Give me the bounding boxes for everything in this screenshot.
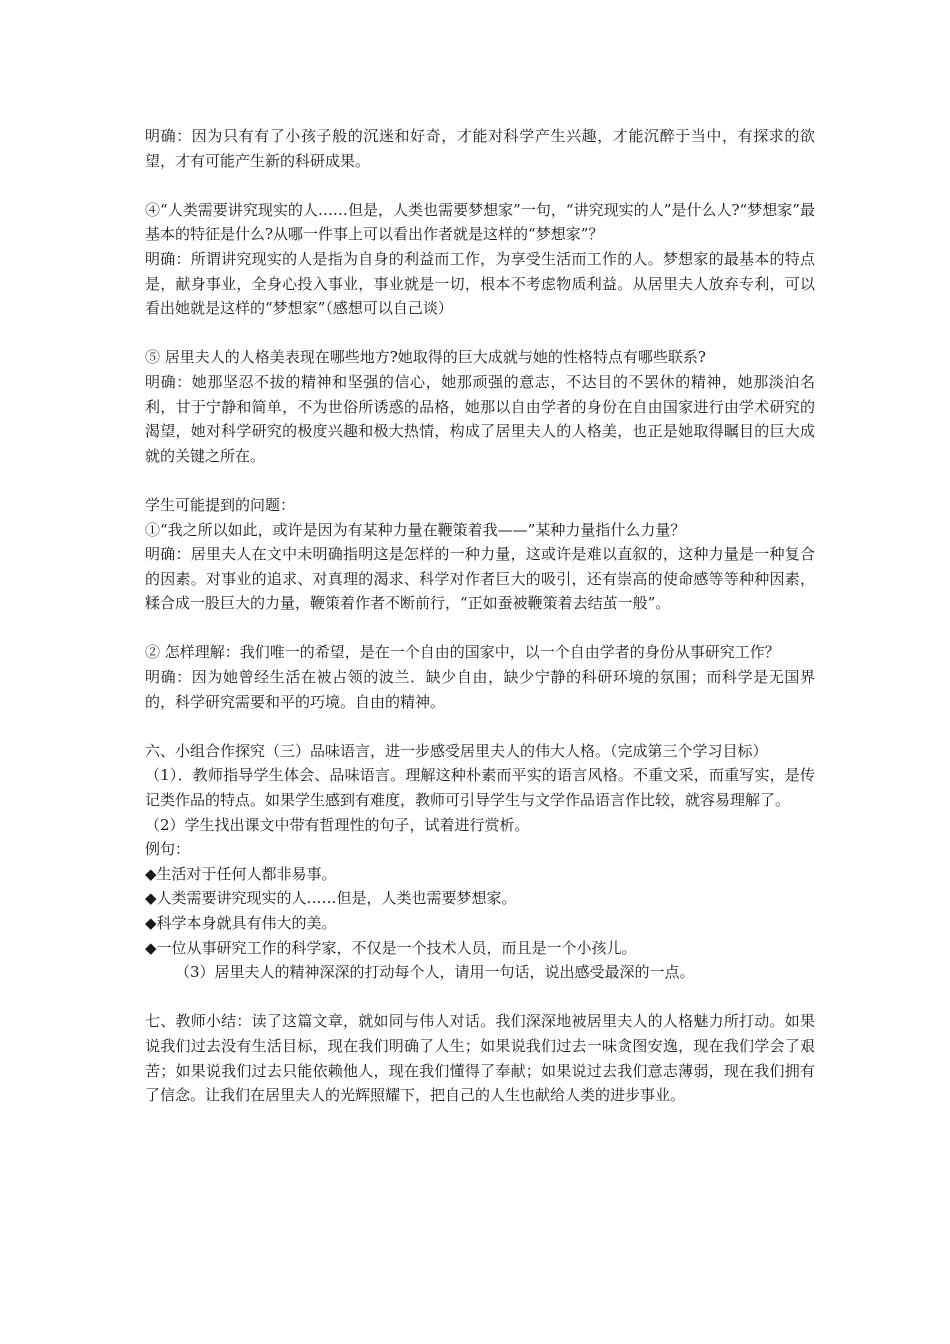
paragraph: 明确：因为她曾经生活在被占领的波兰．缺少自由，缺少宁静的科研环境的氛围；而科学是无国界的，科学研究需要和平的巧境。自由的精神。 (145, 668, 815, 711)
list-item: ◆一位从事研究工作的科学家，不仅是一个技术人员，而且是一个小孩儿。 (145, 938, 637, 957)
paragraph: 明确：居里夫人在文中未明确指明这是怎样的一种力量，这或许是难以直叙的，这种力量是一种复合的因素。对事业的追求、对真理的渴求、科学对作者巨大的吸引，还有崇高的使命感等等种种因素，糅合成一股巨大的力量，鞭策着作者不断前行，“正如蚕被鞭策着去结茧一般”。 (145, 545, 815, 613)
paragraph-gap (145, 714, 815, 739)
paragraph: ④“人类需要讲究现实的人……但是，人类也需要梦想家”一句，“讲究现实的人”是什么人?“梦想家”最基本的特征是什么?从哪一件事上可以看出作者就是这样的“梦想家”？ (145, 200, 815, 244)
paragraph-gap (145, 616, 815, 641)
paragraph: 明确：因为只有有了小孩子般的沉迷和好奇，才能对科学产生兴趣，才能沉醉于当中，有探求的欲望，才有可能产生新的科研成果。 (145, 127, 815, 170)
paragraph: 明确：所谓讲究现实的人是指为自身的利益而工作，为享受生活而工作的人。梦想家的最基本的特点是，献身事业，全身心投入事业，事业就是一切，根本不考虑物质利益。从居里夫人放弃专利，可以看出她就是这样的“梦想家”（感想可以自己谈） (145, 249, 815, 318)
paragraph-gap (145, 173, 815, 198)
list-item: ◆科学本身就具有伟大的美。 (145, 914, 337, 932)
paragraph: ①“我之所以如此，或许是因为有某种力量在鞭策着我——”某种力量指什么力量？ (145, 520, 686, 539)
paragraph: （3）居里夫人的精神深深的打动每个人，请用一句话，说出感受最深的一点。 (175, 963, 695, 982)
paragraph: ② 怎样理解：我们唯一的希望，是在一个自由的国家中，以一个自由学者的身份从事研究工作？ (145, 643, 780, 662)
paragraph: （2）学生找出课文中带有哲理性的句子，试着进行赏析。 (145, 815, 530, 834)
section-heading: 七、教师小结：读了这篇文章，就如同与伟人对话。我们深深地被居里夫人的人格魅力所打动。如果说我们过去没有生活目标，现在我们明确了人生；如果说我们过去一味贪图安逸，现在我们学会了艰苦；如果说我们过去只能依赖他人，现在我们懂得了奉献；如果说过去我们意志薄弱，现在我们拥有了信念。让我们在居里夫人的光辉照耀下，把自己的人生也献给人类的进步事业。 (145, 1012, 815, 1105)
document-page (145, 124, 815, 1108)
list-item: ◆生活对于任何人都非易事。 (145, 864, 337, 883)
paragraph: ⑤ 居里夫人的人格美表现在哪些地方?她取得的巨大成就与她的性格特点有哪些联系? (145, 348, 706, 367)
paragraph: 例句： (145, 840, 191, 859)
paragraph-gap (145, 468, 815, 493)
paragraph-gap (145, 985, 815, 1010)
section-heading: 六、小组合作探究（三）品味语言，进一步感受居里夫人的伟大人格。（完成第三个学习目标） (145, 741, 768, 760)
paragraph: 明确：她那坚忍不拔的精神和坚强的信心，她那顽强的意志，不达目的不罢休的精神，她那淡泊名利，甘于宁静和简单，不为世俗所诱惑的品格，她那以自由学者的身份在自由国家进行由学术研究的渴望，她对科学研究的极度兴趣和极大热情，构成了居里夫人的人格美，也正是她取得瞩目的巨大成就的关键之所在。 (145, 372, 815, 465)
paragraph: 学生可能提到的问题： (145, 495, 296, 514)
list-item: ◆人类需要讲究现实的人……但是，人类也需要梦想家。 (145, 889, 517, 908)
paragraph-gap (145, 321, 815, 346)
paragraph: （1）．教师指导学生体会、品味语言。理解这种朴素而平实的语言风格。不重文采，而重写实，是传记类作品的特点。如果学生感到有难度，教师可引导学生与文学作品语言作比较，就容易理解了。 (145, 766, 815, 810)
